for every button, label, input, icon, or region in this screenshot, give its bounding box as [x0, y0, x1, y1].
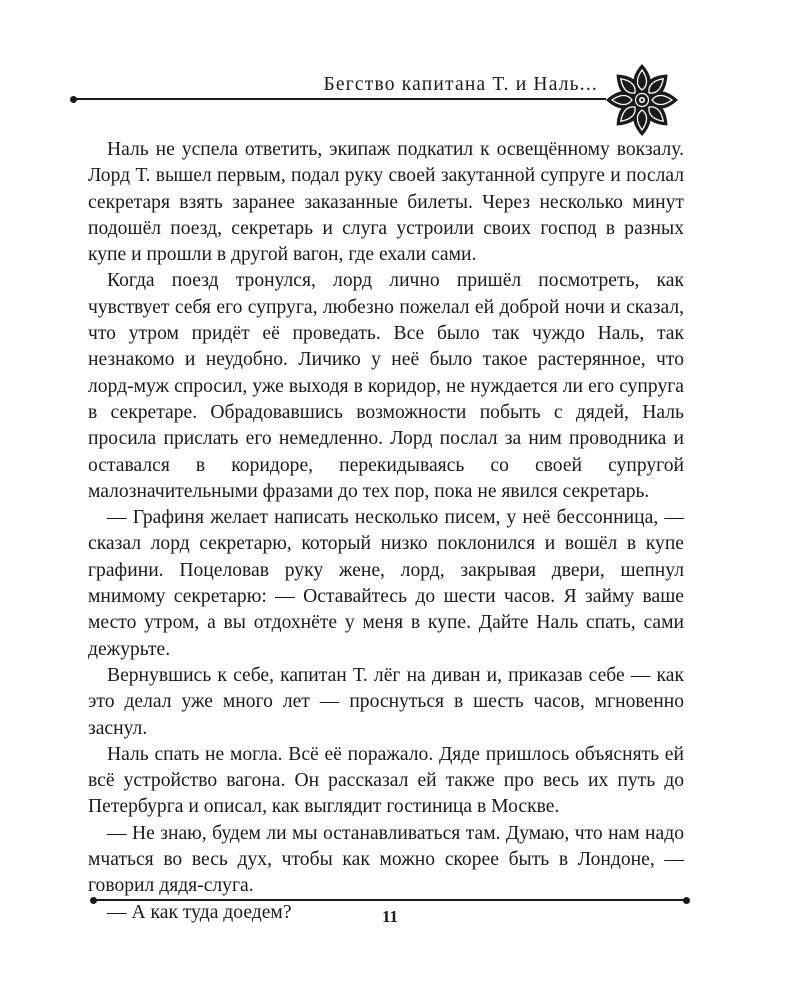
paragraph: — А как туда доедем? [107, 901, 292, 923]
page-number: 11 [381, 907, 399, 926]
page-body [88, 137, 684, 926]
footer-rule [94, 899, 686, 901]
footer-rule-dot-right [683, 897, 690, 904]
paragraph: Когда поезд тронулся, лорд лично пришёл посмотреть, как чувствует себя его супруга, любезно пожелал ей доброй ночи и сказал, что утром придёт её проведать. Все было так чуждо Наль, так незнакомо и неудобно. Личико у неё было такое растерянное, что лорд-муж спросил, уже выходя в коридор, не нуждается ли его супруга в секретаре. Обрадовавшись возможности побыть с дядей, Наль просила прислать его немедленно. Лорд послал за ним проводника и оставался в коридоре, перекидываясь со своей супругой малозначительными фразами до тех пор, пока не явился секретарь. [88, 270, 684, 502]
paragraph: Наль спать не могла. Всё её поражало. Дяде пришлось объяснять ей всё устройство вагона. Он рассказал ей также про весь их путь до Петербурга и описал, как выглядит гостиница в Москве. [88, 743, 684, 818]
paragraph: — Не знаю, будем ли мы останавливаться там. Думаю, что нам надо мчаться во весь дух, чтобы как можно скорее быть в Лондоне, — говорил дядя-слуга. [88, 822, 684, 897]
header-rule [74, 98, 606, 100]
header-rule-dot [70, 96, 77, 103]
running-title: Бегство капитана Т. и Наль... [323, 74, 598, 95]
paragraph: Наль не успела ответить, экипаж подкатил к освещённому вокзалу. Лорд Т. вышел первым, подал руку своей закутанной супруге и послал секретаря взять заранее заказанные билеты. Через несколько минут подошёл поезд, секретарь и слуга устроили своих господ в разных купе и прошли в другой вагон, где ехали сами. [88, 139, 684, 266]
paragraph: Вернувшись к себе, капитан Т. лёг на диван и, приказав себе — как это делал уже много лет — проснуться в шесть часов, мгновенно заснул. [88, 664, 684, 739]
lotus-ornament-icon [604, 62, 680, 138]
paragraph: — Графиня желает написать несколько писем, у неё бессонница, — сказал лорд секретарю, который низко поклонился и вошёл в купе графини. Поцеловав руку жене, лорд, закрывая двери, шепнул мнимому секретарю: — Оставайтесь до шести часов. Я займу ваше место утром, а вы отдохнёте у меня в купе. Дайте Наль спать, сами дежурьте. [88, 507, 684, 660]
